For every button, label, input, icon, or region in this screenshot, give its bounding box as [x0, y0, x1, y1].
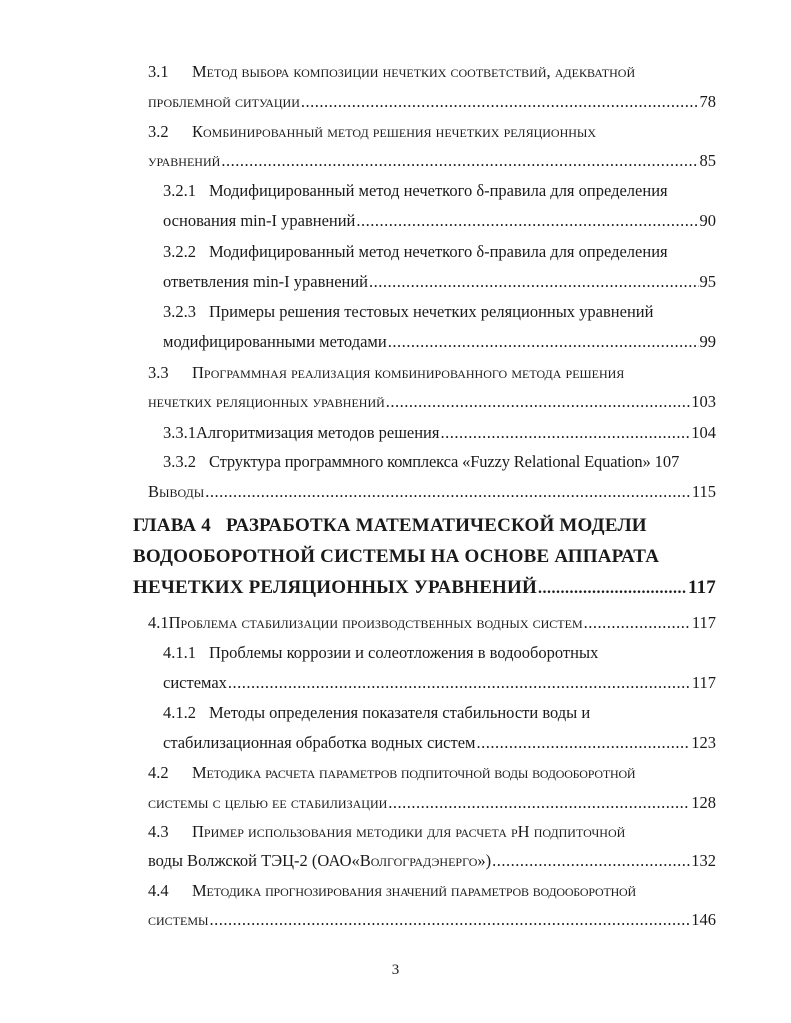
toc-entry-4-1-2-line2: [163, 733, 716, 753]
toc-entry-number: 4.1: [148, 613, 169, 632]
toc-entry-4-3-line2: [148, 851, 716, 871]
toc-entry-number: 3.2.3: [163, 302, 196, 321]
toc-entry-4-4-line1: [148, 881, 716, 901]
dot-leader: [538, 577, 687, 601]
dot-leader: [369, 272, 698, 292]
toc-entry-title: Выводы: [148, 482, 205, 501]
chapter-title: РАЗРАБОТКА МАТЕМАТИЧЕСКОЙ МОДЕЛИ: [226, 515, 647, 536]
toc-entry-page: 117: [691, 673, 716, 692]
toc-entry-4-1: [148, 613, 716, 633]
toc-entry-number: 3.3.2: [163, 452, 196, 471]
toc-entry-number: 3.3.1: [163, 423, 196, 442]
dot-leader: [209, 910, 690, 930]
toc-entry-title-cont: воды Волжской ТЭЦ-2 (ОАО: [148, 851, 352, 870]
toc-entry-title: Комбинированный метод решения нечетких реляционных: [192, 122, 597, 141]
toc-entry-3-2-line2: [148, 151, 716, 171]
toc-entry-title-cont: модифицированными методами: [163, 332, 387, 351]
toc-entry-page: 123: [691, 733, 716, 752]
toc-entry-title: Модифицированный метод нечеткого δ-правила для определения: [209, 181, 668, 200]
toc-entry-title: Структура программного комплекса «Fuzzy Relational Equation»: [209, 452, 651, 471]
toc-entry-3-2-1-line2: [163, 211, 716, 231]
toc-entry-3-2-line1: [148, 122, 696, 142]
dot-leader: [476, 733, 690, 753]
toc-entry-number: 4.1.2: [163, 703, 196, 722]
toc-entry-3-1-line1: [148, 62, 696, 82]
toc-entry-page: 90: [699, 211, 716, 230]
toc-entry-page: 146: [691, 910, 716, 929]
toc-entry-title-cont: уравнений: [148, 151, 221, 170]
dot-leader: [356, 211, 698, 231]
toc-entry-3-2-2-line2: [163, 272, 716, 292]
toc-entry-3-3-line2: [148, 392, 716, 412]
toc-entry-3-2-3-line2: [163, 332, 716, 352]
dot-leader: [440, 423, 690, 443]
toc-entry-3-1-line2: [148, 92, 716, 112]
dot-leader: [228, 673, 691, 693]
toc-entry-page: 132: [691, 851, 716, 870]
dot-leader: [386, 392, 690, 412]
toc-entry-page: 128: [691, 793, 716, 812]
toc-entry-title-cont: основания min-I уравнений: [163, 211, 356, 230]
toc-entry-3-3-2: [163, 452, 716, 472]
toc-entry-3-2-3-line1: [163, 302, 703, 322]
toc-entry-page: 107: [654, 452, 680, 471]
toc-entry-title: Методы определения показателя стабильности воды и: [209, 703, 591, 722]
toc-entry-title: Методика прогнозирования значений параметров водооборотной: [192, 881, 636, 900]
toc-entry-title-cont: системах: [163, 673, 227, 692]
toc-entry-title: Проблема стабилизации производственных водных систем: [168, 613, 583, 632]
dot-leader: [221, 151, 698, 171]
toc-entry-title: Проблемы коррозии и солеотложения в водооборотных: [209, 643, 599, 662]
toc-entry-4-1-2-line1: [163, 703, 703, 723]
toc-chapter-4-line3: [133, 576, 716, 601]
toc-entry-title: Методика расчета параметров подпиточной воды водооборотной: [192, 763, 636, 782]
dot-leader: [205, 482, 691, 502]
toc-entry-3-2-2-line1: [163, 242, 703, 262]
toc-entry-page: 115: [691, 482, 716, 501]
toc-entry-title-cont: проблемной ситуации: [148, 92, 300, 111]
toc-entry-4-1-1-line2: [163, 673, 716, 693]
dot-leader: [388, 793, 690, 813]
chapter-title-cont: НЕЧЕТКИХ РЕЛЯЦИОННЫХ УРАВНЕНИЙ: [133, 577, 537, 598]
toc-entry-4-1-1-line1: [163, 643, 703, 663]
toc-entry-title-cont: системы: [148, 910, 209, 929]
toc-entry-4-2-line2: [148, 793, 716, 813]
toc-entry-title: Метод выбора композиции нечетких соответствий, адекватной: [192, 62, 636, 81]
toc-entry-title-cont: системы с целью ее стабилизации: [148, 793, 388, 812]
page-number: 3: [391, 962, 400, 978]
dot-leader: [388, 332, 699, 352]
toc-entry-page: 104: [691, 423, 716, 442]
chapter-title-cont: ВОДООБОРОТНОЙ СИСТЕМЫ НА ОСНОВЕ АППАРАТА: [133, 546, 660, 567]
toc-chapter-4-line1: [133, 514, 716, 538]
toc-entry-number: 3.3: [148, 363, 169, 382]
toc-entry-title: Модифицированный метод нечеткого δ-правила для определения: [209, 242, 668, 261]
toc-entry-title: Программная реализация комбинированного метода решения: [192, 363, 625, 382]
toc-entry-page: 85: [699, 151, 716, 170]
toc-entry-number: 4.1.1: [163, 643, 196, 662]
toc-entry-4-2-line1: [148, 763, 716, 783]
toc-entry-number: 3.2.2: [163, 242, 196, 261]
dot-leader: [584, 613, 691, 633]
chapter-label: ГЛАВА 4: [133, 515, 211, 536]
toc-entry-conclusions: [148, 482, 716, 502]
toc-entry-number: 3.2.1: [163, 181, 196, 200]
toc-entry-page: 99: [699, 332, 716, 351]
toc-entry-page: 78: [699, 92, 716, 111]
toc-entry-title: Алгоритмизация методов решения: [196, 423, 440, 442]
toc-chapter-4-line2: [133, 545, 716, 569]
toc-entry-3-3-line1: [148, 363, 696, 383]
toc-entry-title-cont-org: «Волгоградэнерго»): [351, 851, 492, 870]
toc-entry-title: Пример использования методики для расчета pH подпиточной: [192, 822, 626, 841]
toc-entry-title: Примеры решения тестовых нечетких реляционных уравнений: [209, 302, 654, 321]
toc-entry-3-3-1: [163, 423, 716, 443]
toc-entry-3-2-1-line1: [163, 181, 703, 201]
toc-entry-page: 95: [699, 272, 716, 291]
toc-entry-number: 3.2: [148, 122, 169, 141]
toc-entry-page: 117: [691, 613, 716, 632]
toc-entry-title-cont: нечетких реляционных уравнений: [148, 392, 385, 411]
toc-entry-number: 4.2: [148, 763, 169, 782]
toc-entry-number: 3.1: [148, 62, 169, 81]
toc-entry-page: 103: [691, 392, 716, 411]
toc-entry-title-cont: стабилизационная обработка водных систем: [163, 733, 476, 752]
toc-entry-4-3-line1: [148, 822, 708, 842]
toc-entry-4-4-line2: [148, 910, 716, 930]
toc-entry-title-cont: ответвления min-I уравнений: [163, 272, 369, 291]
toc-entry-number: 4.3: [148, 822, 169, 841]
toc-entry-number: 4.4: [148, 881, 169, 900]
dot-leader: [492, 851, 690, 871]
toc-entry-page: 117: [687, 577, 716, 598]
dot-leader: [301, 92, 699, 112]
